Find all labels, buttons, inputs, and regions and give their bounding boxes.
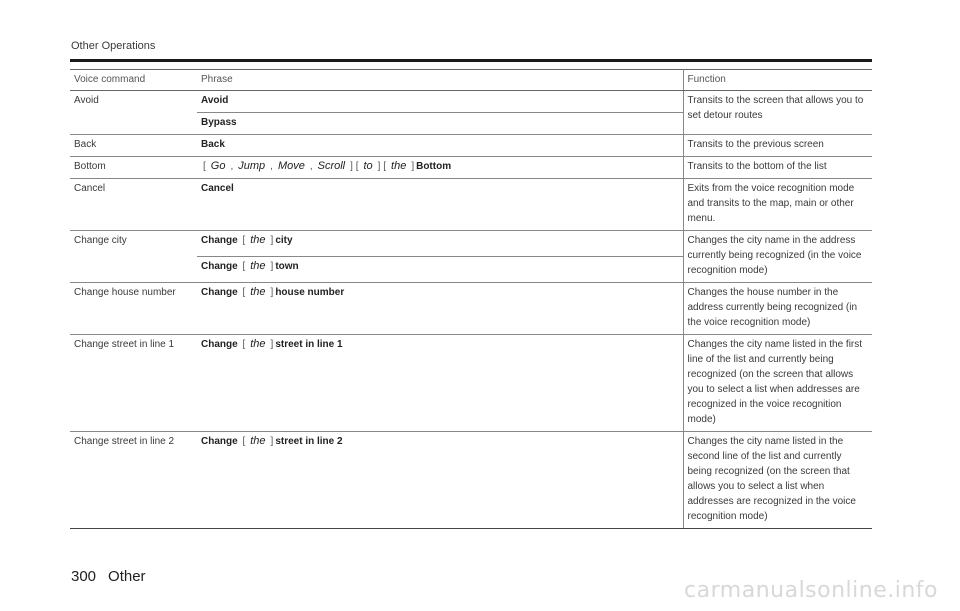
phrase-optional-word: Move (277, 160, 305, 172)
phrase-optional-word: the (250, 260, 266, 272)
table-row (70, 335, 872, 432)
cell-voice-command: Change house number (70, 283, 197, 335)
table-header-row (70, 70, 872, 91)
table-row (70, 157, 872, 179)
phrase-optional-word: the (391, 160, 407, 172)
phrase-keyword: Bypass (201, 117, 237, 128)
phrase-optional-word: Jump (238, 160, 266, 172)
cell-function: Changes the city name listed in the first line of the list and currently being recognized (on the screen that allows you to select a list when addresses are recognized in the voice recognition mode) (683, 335, 872, 432)
cell-phrase (197, 91, 683, 113)
phrase-keyword: town (275, 261, 299, 272)
phrase-bracket: ] (270, 436, 274, 447)
phrase-bracket: [ (242, 235, 246, 246)
table-row (70, 179, 872, 231)
phrase-bracket: , (309, 161, 313, 172)
phrase-keyword: house number (275, 287, 345, 298)
phrase-keyword: Cancel (201, 183, 234, 194)
cell-phrase (197, 257, 683, 283)
cell-phrase (197, 179, 683, 231)
table-row (70, 91, 872, 113)
phrase-bracket: ] (270, 339, 274, 350)
table-row (70, 135, 872, 157)
phrase-optional-word: the (250, 286, 266, 298)
cell-voice-command: Change street in line 2 (70, 432, 197, 529)
phrase-bracket: [ (242, 436, 246, 447)
phrase-bracket: , (230, 161, 234, 172)
phrase-bracket: ] (270, 235, 274, 246)
cell-voice-command: Bottom (70, 157, 197, 179)
phrase-bracket: , (270, 161, 273, 172)
cell-function: Changes the house number in the address currently being recognized (in the voice recognition mode) (683, 283, 872, 335)
cell-phrase (197, 157, 683, 179)
cell-phrase (197, 335, 683, 432)
table-row (70, 283, 872, 335)
page-footer (71, 568, 158, 585)
phrase-keyword: Change (201, 287, 238, 298)
table-body (70, 91, 872, 529)
phrase-keyword: Back (201, 139, 225, 150)
cell-voice-command: Change city (70, 231, 197, 283)
phrase-bracket: [ (242, 339, 246, 350)
phrase-bracket: ] (411, 161, 415, 172)
cell-phrase (197, 135, 683, 157)
cell-function: Transits to the bottom of the list (683, 157, 872, 179)
phrase-bracket: [ (242, 287, 246, 298)
column-header-voice-command: Voice command (70, 70, 197, 91)
cell-phrase (197, 283, 683, 335)
cell-voice-command: Avoid (70, 91, 197, 135)
phrase-optional-word: to (363, 160, 373, 172)
section-name: Other (108, 568, 146, 585)
cell-function: Exits from the voice recognition mode and transits to the map, main or other menu. (683, 179, 872, 231)
phrase-optional-word: Scroll (317, 160, 346, 172)
phrase-keyword: Bottom (416, 161, 452, 172)
phrase-keyword: Change (201, 261, 238, 272)
phrase-optional-word: the (250, 234, 266, 246)
phrase-optional-word: the (250, 338, 266, 350)
cell-function: Changes the city name in the address currently being recognized (in the voice recognition mode) (683, 231, 872, 283)
phrase-bracket: ] [ (377, 161, 387, 172)
column-header-function: Function (683, 70, 872, 91)
phrase-keyword: Change (201, 436, 238, 447)
phrase-bracket: [ (203, 161, 206, 172)
table-row (70, 432, 872, 529)
phrase-bracket: [ (242, 261, 246, 272)
cell-function: Transits to the previous screen (683, 135, 872, 157)
phrase-bracket: ] (270, 261, 274, 272)
phrase-keyword: street in line 2 (275, 436, 343, 447)
phrase-keyword: Change (201, 235, 238, 246)
phrase-bracket: ] (270, 287, 274, 298)
phrase-keyword: Change (201, 339, 238, 350)
phrase-keyword: Avoid (201, 95, 229, 106)
page-number: 300 (71, 568, 97, 585)
watermark: carmanualsonline.info (684, 578, 938, 603)
phrase-optional-word: the (250, 435, 266, 447)
cell-function: Transits to the screen that allows you to set detour routes (683, 91, 872, 135)
voice-command-table (70, 69, 872, 529)
cell-phrase (197, 113, 683, 135)
phrase-keyword: city (275, 235, 293, 246)
phrase-bracket: ] [ (350, 161, 359, 172)
table-row (70, 231, 872, 257)
page-header-title: Other Operations (71, 40, 156, 52)
cell-voice-command: Back (70, 135, 197, 157)
cell-phrase (197, 432, 683, 529)
phrase-optional-word: Go (210, 160, 226, 172)
cell-voice-command: Change street in line 1 (70, 335, 197, 432)
phrase-keyword: street in line 1 (275, 339, 343, 350)
cell-phrase (197, 231, 683, 257)
cell-voice-command: Cancel (70, 179, 197, 231)
header-rule (70, 59, 872, 62)
cell-function: Changes the city name listed in the second line of the list and currently being recognized (on the screen that allows you to select a list when addresses are recognized in the voice recognition mode) (683, 432, 872, 529)
column-header-phrase: Phrase (197, 70, 683, 91)
